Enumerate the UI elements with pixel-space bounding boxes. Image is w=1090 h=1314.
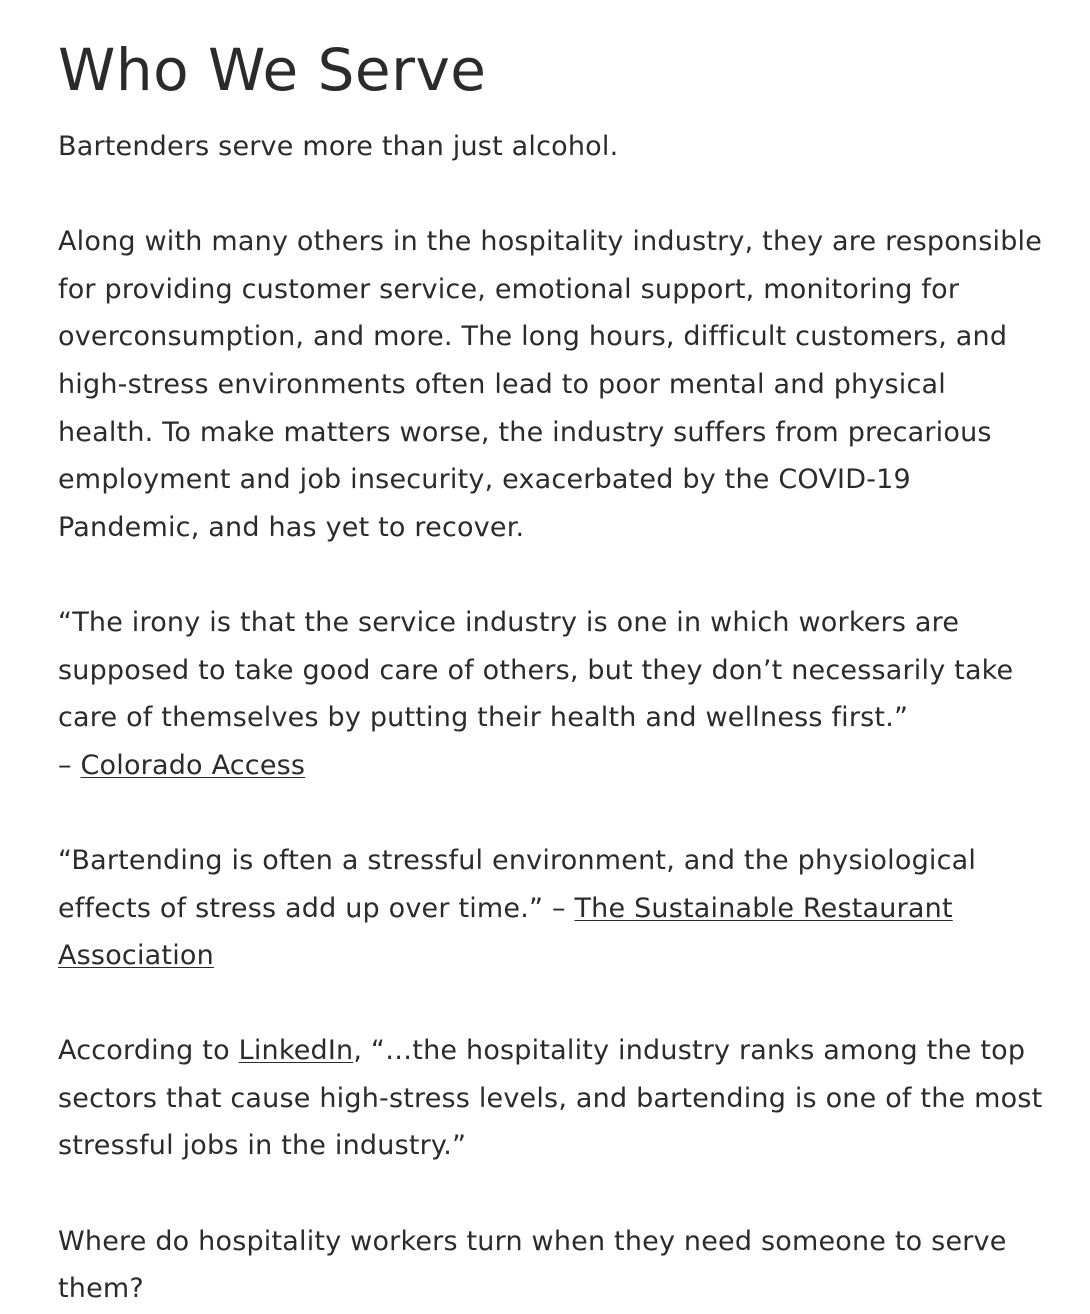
closing-question: Where do hospitality workers turn when they need someone to serve them?	[58, 1225, 1007, 1305]
section-title: Who We Serve	[58, 36, 487, 104]
spacer	[58, 171, 1048, 219]
spacer	[58, 789, 1048, 837]
spacer	[58, 980, 1048, 1028]
linkedin-paragraph	[58, 1027, 1048, 1170]
quote-dash: –	[58, 749, 81, 781]
industry-paragraph: Along with many others in the hospitality industry, they are responsible for providing customer service, emotional support, monitoring for overconsumption, and more. The long hours, difficult customers, and high-stress environments often lead to poor mental and physical health. To make matters worse, the industry suffers from precarious employment and job insecurity, exacerbated by the COVID-19 Pandemic, and has yet to recover.	[58, 226, 1043, 543]
colorado-access-link[interactable]: Colorado Access	[80, 749, 306, 781]
spacer	[58, 1170, 1048, 1218]
sustainable-restaurant-quote	[58, 837, 1048, 980]
intro-text: Bartenders serve more than just alcohol.	[58, 131, 619, 162]
spacer	[58, 551, 1048, 599]
colorado-access-quote	[58, 599, 1048, 789]
quote-text: “Bartending is often a stressful environment, and the physiological effects of stress add up over time.” –	[58, 844, 977, 924]
quote-text: “The irony is that the service industry is one in which workers are supposed to take good care of others, but they don’t necessarily take care of themselves by putting their health and wellness first.”	[58, 606, 1014, 734]
linkedin-prefix: According to	[58, 1035, 239, 1067]
linkedin-link[interactable]: LinkedIn	[238, 1035, 354, 1067]
linkedin-suffix: , “…the hospitality industry ranks among the top sectors that cause high-stress levels, and bartending is one of the most stressful jobs in the industry.”	[58, 1035, 1043, 1162]
who-we-serve-section	[58, 34, 1048, 1313]
sustainable-restaurant-association-link[interactable]: The Sustainable Restaurant Association	[58, 892, 953, 972]
